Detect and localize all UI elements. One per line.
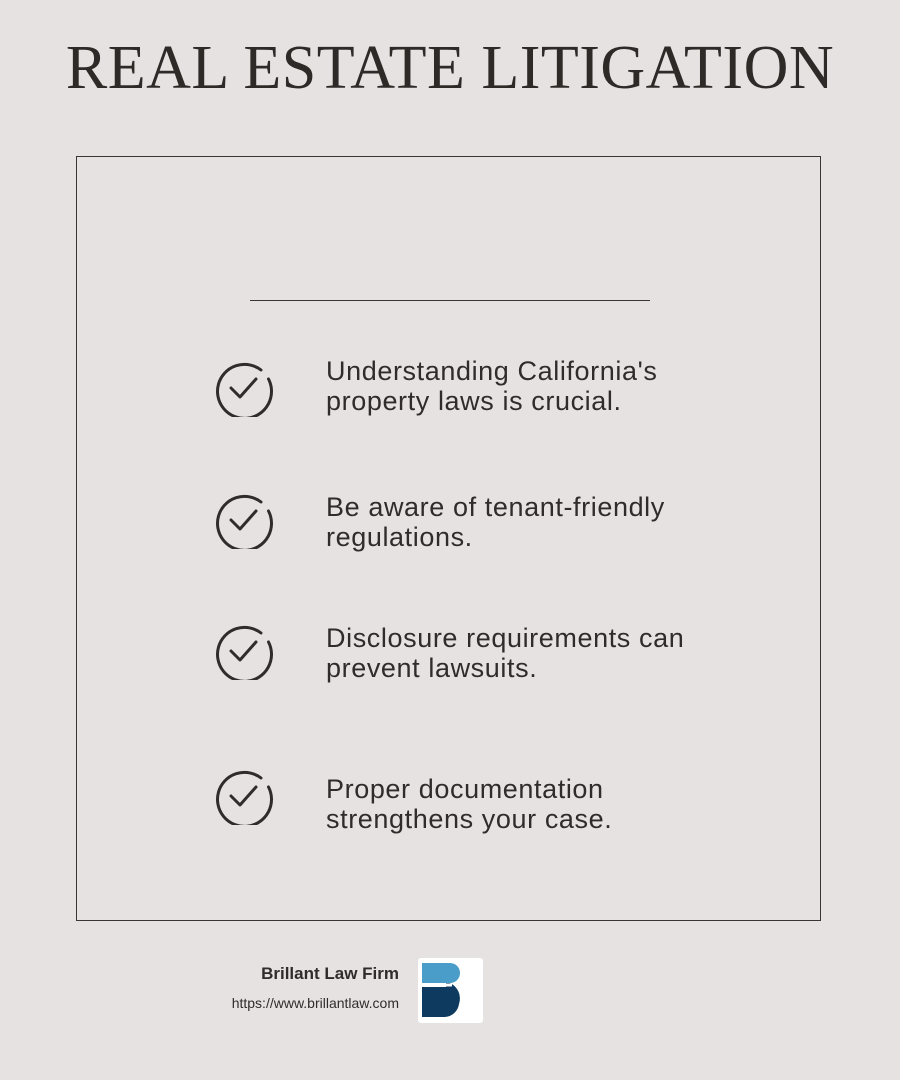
check-circle-icon [213,620,273,680]
list-item-text: Be aware of tenant-friendly regulations. [326,492,665,552]
divider-line [250,300,650,301]
list-item [0,764,900,854]
list-item [0,352,900,442]
list-item-text: Understanding California's property laws is crucial. [326,356,658,416]
firm-url[interactable]: https://www.brillantlaw.com [231,995,399,1011]
brillant-b-logo-icon [418,958,483,1023]
list-item-text: Proper documentation strengthens your case. [326,774,613,834]
firm-logo [418,958,483,1023]
check-circle-icon [213,765,273,825]
check-circle-icon [213,357,273,417]
list-item [0,487,900,577]
list-item-text: Disclosure requirements can prevent lawsuits. [326,623,685,683]
firm-name: Brillant Law Firm [261,964,399,983]
check-circle-icon [213,489,273,549]
list-item [0,618,900,708]
page-title: REAL ESTATE LITIGATION [65,34,835,102]
